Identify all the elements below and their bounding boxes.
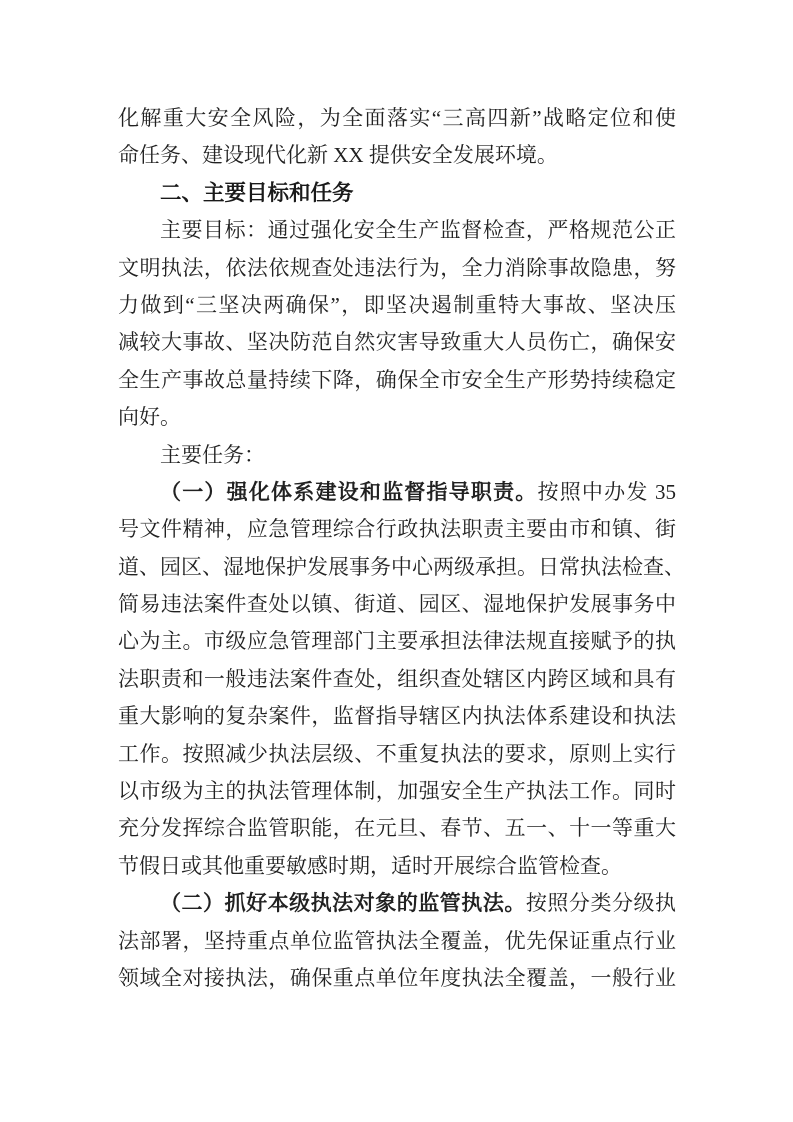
text-line: 节假日或其他重要敏感时期，适时开展综合监管检查。 — [118, 853, 622, 878]
text-line: 命任务、建设现代化新 XX 提供安全发展环境。 — [118, 143, 558, 168]
paragraph-main-goal — [118, 212, 676, 436]
text-line: 充分发挥综合监管职能，在元旦、春节、五一、十一等重大 — [118, 816, 676, 841]
text-line: 以市级为主的执法管理体制，加强安全生产执法工作。同时 — [118, 779, 676, 804]
section-heading-goals-and-tasks — [118, 175, 676, 212]
text-line — [118, 474, 676, 511]
text-line: 力做到“三坚决两确保”，即坚决遏制重特大事故、坚决压 — [118, 292, 676, 317]
paragraph-task-2 — [118, 885, 676, 997]
heading-line: 二、主要目标和任务 — [160, 180, 354, 205]
text-line: 法部署，坚持重点单位监管执法全覆盖，优先保证重点行业 — [118, 928, 676, 953]
text-line: 简易违法案件查处以镇、街道、园区、湿地保护发展事务中 — [118, 592, 676, 617]
text-line: 主要任务： — [160, 442, 265, 467]
text-line: 领域全对接执法，确保重点单位年度执法全覆盖，一般行业 — [118, 965, 676, 990]
text-line: 重大影响的复杂案件，监督指导辖区内执法体系建设和执法 — [118, 704, 676, 729]
bold-lead-text: （二）抓好本级执法对象的监管执法。 — [160, 891, 526, 916]
text-line: 心为主。市级应急管理部门主要承担法律法规直接赋予的执 — [118, 629, 676, 654]
text-line: 减较大事故、坚决防范自然灾害导致重大人员伤亡，确保安 — [118, 330, 676, 355]
text-line: 文明执法，依法依规查处违法行为，全力消除事故隐患，努 — [118, 255, 676, 280]
paragraph-task-1 — [118, 474, 685, 885]
text-line: 主要目标：通过强化安全生产监督检查，严格规范公正 — [160, 218, 676, 243]
bold-lead-text: （一）强化体系建设和监督指导职责。 — [160, 479, 538, 504]
paragraph-continuation — [118, 100, 676, 175]
text-line — [118, 885, 676, 922]
text-line: 道、园区、湿地保护发展事务中心两级承担。日常执法检查、 — [118, 554, 685, 579]
body-text: 按照分类分级执 — [525, 891, 677, 916]
text-line: 化解重大安全风险，为全面落实“三高四新”战略定位和使 — [118, 106, 676, 130]
text-line: 法职责和一般违法案件查处，组织查处辖区内跨区域和具有 — [118, 666, 676, 691]
text-line: 向好。 — [118, 405, 181, 430]
text-line: 全生产事故总量持续下降，确保全市安全生产形势持续稳定 — [118, 367, 676, 392]
text-line: 工作。按照减少执法层级、不重复执法的要求，原则上实行 — [118, 741, 676, 766]
paragraph-main-tasks-label — [118, 437, 676, 474]
document-content — [118, 100, 685, 997]
body-text: 按照中办发 35 — [537, 479, 677, 504]
text-line: 号文件精神，应急管理综合行政执法职责主要由市和镇、街 — [118, 517, 676, 542]
